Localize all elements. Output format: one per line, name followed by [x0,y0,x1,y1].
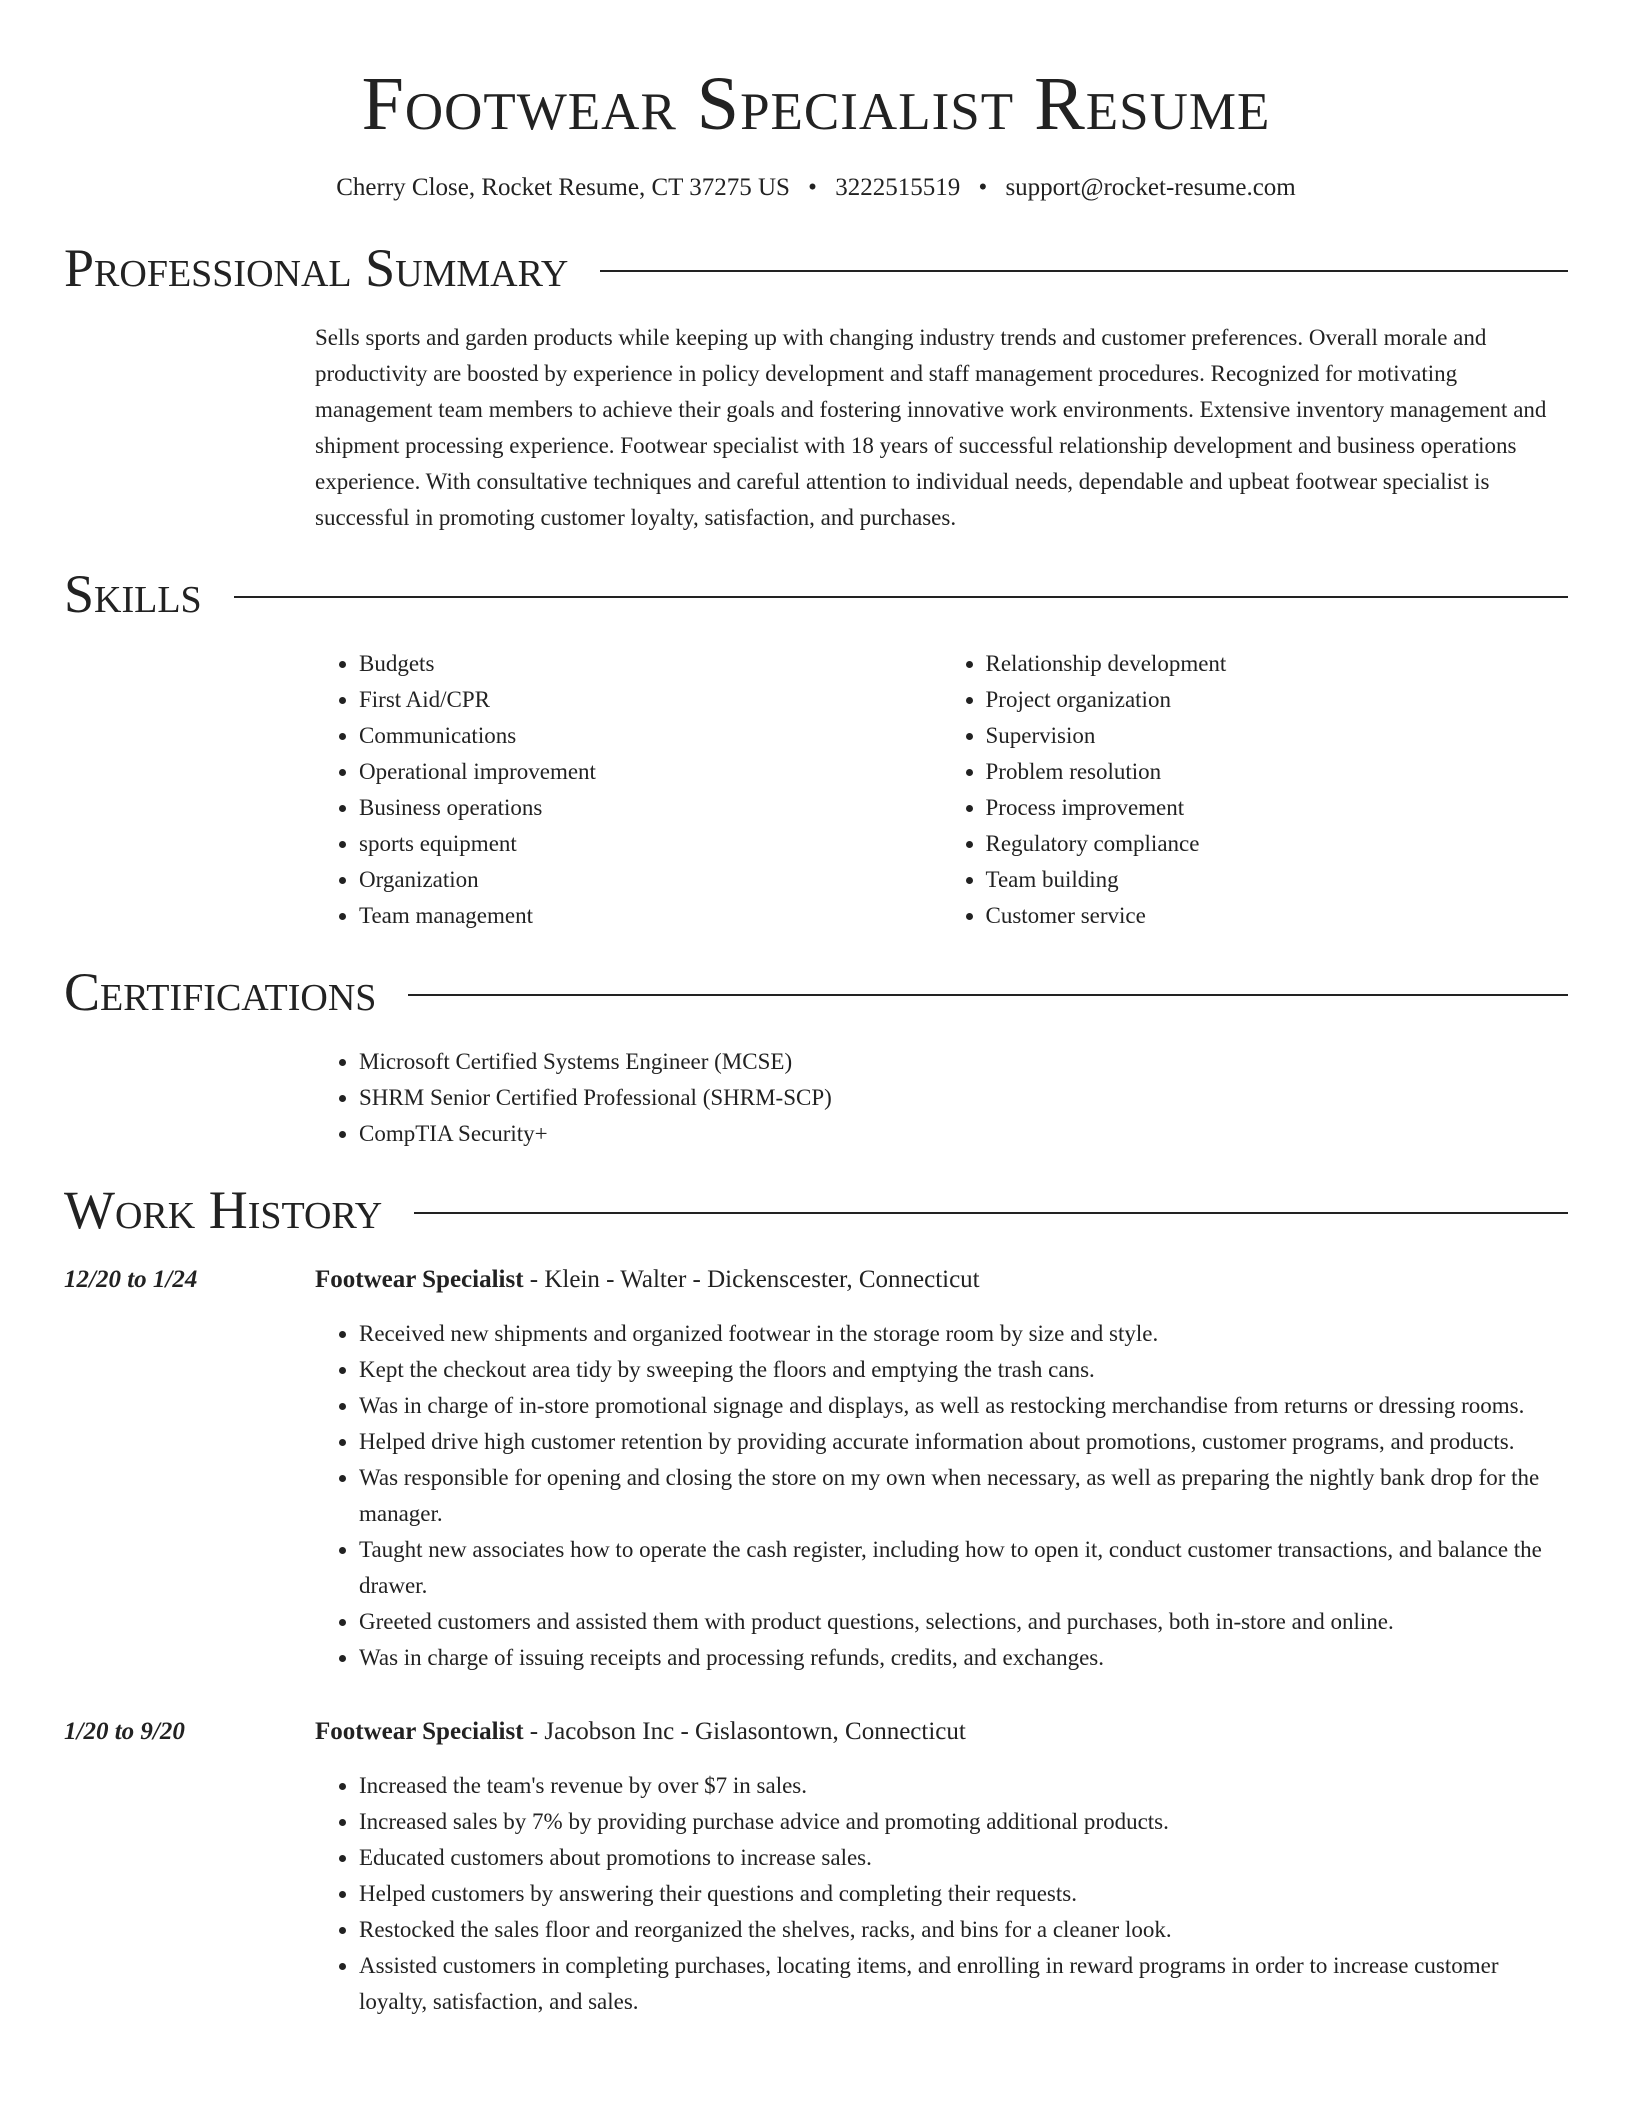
section-divider [414,1212,1568,1214]
contact-line [64,172,1568,204]
skill-item: • Regulatory compliance [986,826,1569,862]
job-entry [64,1714,1568,2020]
job-company: - Jacobson Inc - Gislasontown, Connecticut [523,1718,966,1745]
skill-item: • Team building [986,862,1569,898]
job-bullets [315,1316,1568,1676]
job-heading [315,1714,1568,1750]
job-dates: 1/20 to 9/20 [64,1718,185,1745]
certification-item: • SHRM Senior Certified Professional (SHRM-SCP) [359,1080,1568,1116]
work-history-title: Work History [64,1180,383,1240]
job-bullet: • Educated customers about promotions to increase sales. [359,1840,1568,1876]
skill-item: • Supervision [986,718,1569,754]
job-bullet: • Helped drive high customer retention by providing accurate information about promotions, customer programs, and products. [359,1424,1568,1460]
job-bullet: • Received new shipments and organized footwear in the storage room by size and style. [359,1316,1568,1352]
job-dates: 12/20 to 1/24 [64,1266,198,1293]
skill-item: • sports equipment [359,826,942,862]
job-company: - Klein - Walter - Dickenscester, Connecticut [523,1266,980,1293]
job-bullet: • Increased the team's revenue by over $7 in sales. [359,1768,1568,1804]
skill-item: • Relationship development [986,646,1569,682]
job-role: Footwear Specialist [315,1718,524,1745]
skill-item: • Problem resolution [986,754,1569,790]
job-bullet: • Was responsible for opening and closing the store on my own when necessary, as well as preparing the nightly bank drop for the manager. [359,1460,1568,1532]
resume-title: Footwear Specialist Resume [361,62,1271,146]
job-bullet: • Was in charge of issuing receipts and processing refunds, credits, and exchanges. [359,1640,1568,1676]
summary-text: Sells sports and garden products while keeping up with changing industry trends and customer preferences. Overall morale and productivity are boosted by experience in policy development and staff management procedures. Recognized for motivating management team members to achieve their goals and fostering innovative work environments. Extensive inventory management and shipment processing experience. Footwear specialist with 18 years of successful relationship development and business operations experience. With consultative techniques and careful attention to individual needs, dependable and upbeat footwear specialist is successful in promoting customer loyalty, satisfaction, and purchases. [315,325,1547,530]
skill-item: • Project organization [986,682,1569,718]
section-divider [408,994,1568,996]
summary-section [64,238,1568,536]
skills-title: Skills [64,564,202,624]
certification-item: • CompTIA Security+ [359,1116,1568,1152]
job-bullet: • Kept the checkout area tidy by sweeping the floors and emptying the trash cans. [359,1352,1568,1388]
job-bullets [315,1768,1568,2020]
certifications-list [315,1044,1568,1152]
job-bullet: • Greeted customers and assisted them with product questions, selections, and purchases, both in-store and online. [359,1604,1568,1640]
skill-item: • Organization [359,862,942,898]
skill-item: • Communications [359,718,942,754]
skills-heading [64,564,1568,624]
skill-item: • Process improvement [986,790,1569,826]
certifications-heading [64,962,1568,1022]
certification-item: • Microsoft Certified Systems Engineer (MCSE) [359,1044,1568,1080]
contact-phone: 3222515519 [835,174,961,201]
job-bullet: • Was in charge of in-store promotional signage and displays, as well as restocking merchandise from returns or dressing rooms. [359,1388,1568,1424]
section-divider [234,596,1568,598]
certifications-section [64,962,1568,1152]
section-divider [600,270,1568,272]
contact-address: Cherry Close, Rocket Resume, CT 37275 US [336,174,790,201]
skill-item: • Customer service [986,898,1569,934]
skills-section [64,564,1568,934]
job-heading [315,1262,1568,1298]
job-bullet: • Restocked the sales floor and reorganized the shelves, racks, and bins for a cleaner look. [359,1912,1568,1948]
skills-list-right [942,646,1569,934]
job-role: Footwear Specialist [315,1266,524,1293]
job-bullet: • Assisted customers in completing purchases, locating items, and enrolling in reward programs in order to increase customer loyalty, satisfaction, and sales. [359,1948,1568,2020]
contact-separator: • [808,174,817,201]
work-history-heading [64,1180,1568,1240]
job-entry [64,1262,1568,1676]
work-history-section [64,1180,1568,2020]
contact-separator: • [978,174,988,201]
certifications-title: Certifications [64,962,377,1022]
skill-item: • First Aid/CPR [359,682,942,718]
summary-title: Professional Summary [64,238,569,298]
skill-item: • Budgets [359,646,942,682]
summary-heading [64,238,1568,298]
job-bullet: • Taught new associates how to operate the cash register, including how to open it, conduct customer transactions, and balance the drawer. [359,1532,1568,1604]
skill-item: • Operational improvement [359,754,942,790]
skill-item: • Business operations [359,790,942,826]
job-bullet: • Increased sales by 7% by providing purchase advice and promoting additional products. [359,1804,1568,1840]
skills-list-left [315,646,942,934]
skill-item: • Team management [359,898,942,934]
skills-columns [315,646,1568,934]
contact-email: support@rocket-resume.com [1005,174,1296,201]
job-bullet: • Helped customers by answering their questions and completing their requests. [359,1876,1568,1912]
